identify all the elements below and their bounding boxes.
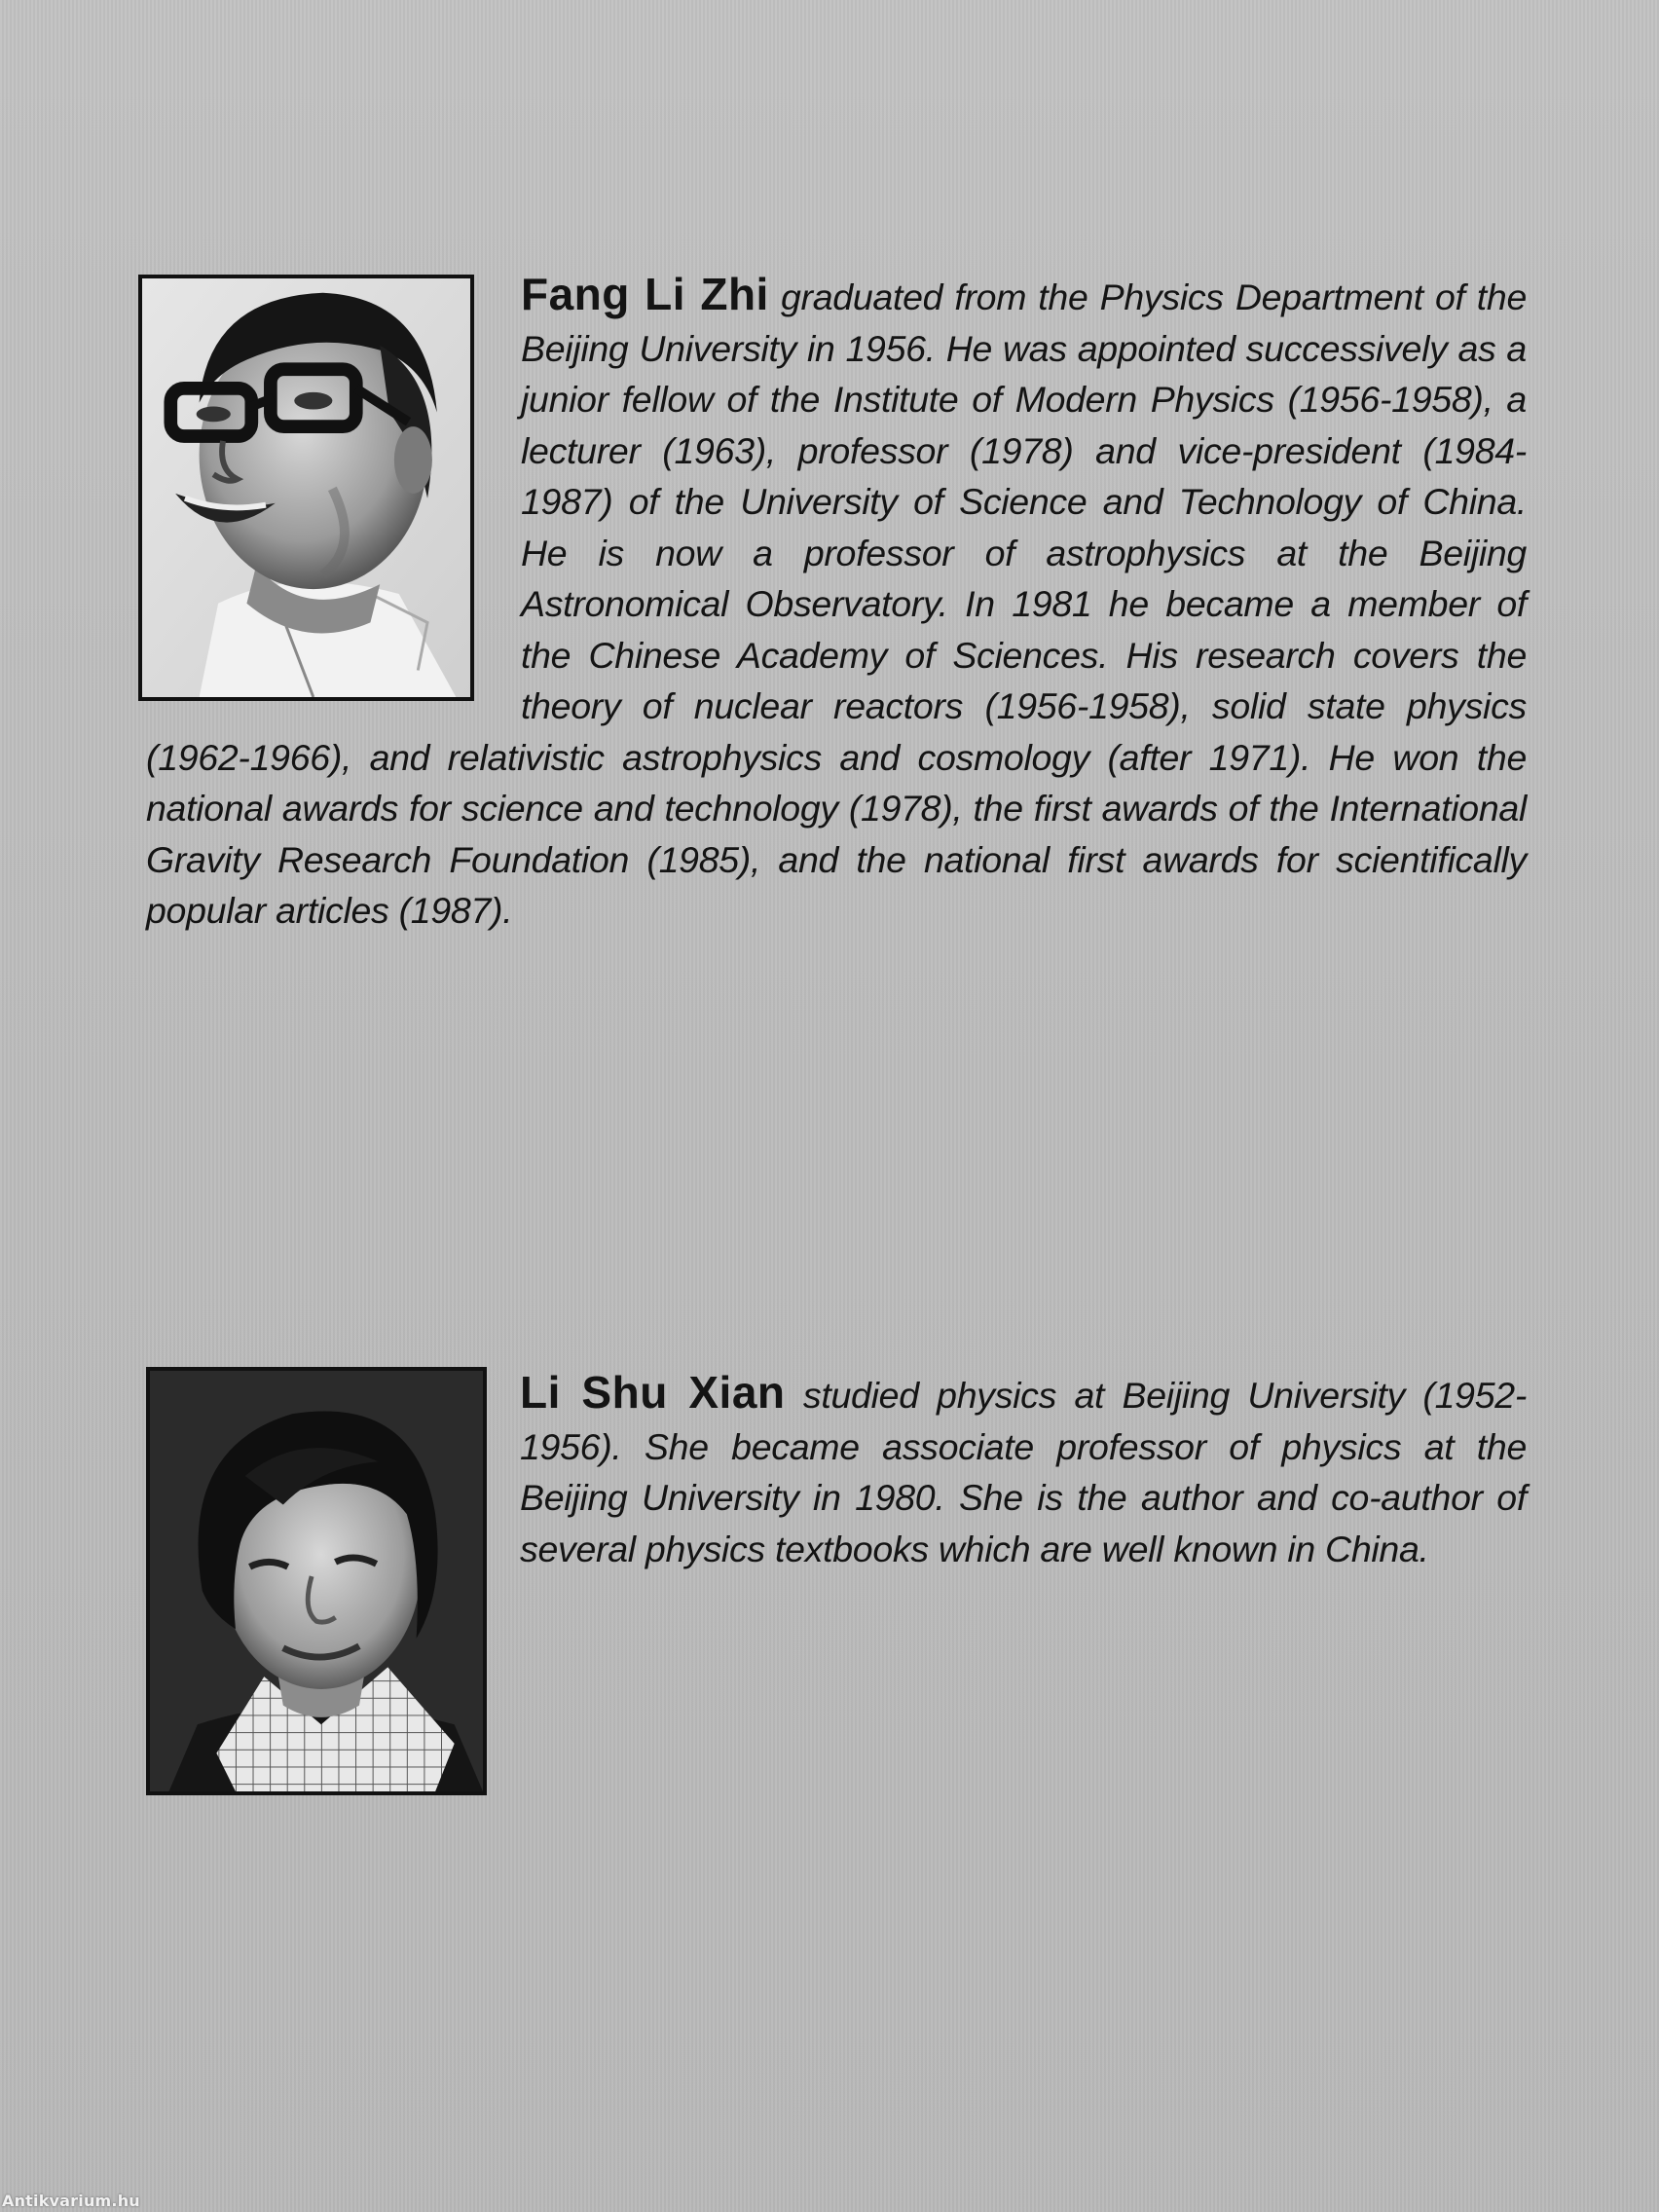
bio-li-shu-xian bbox=[520, 1367, 1527, 1574]
watermark: Antikvarium.hu bbox=[2, 2192, 140, 2210]
bio-fang-li-zhi bbox=[146, 269, 1527, 937]
portrait-photo-woman bbox=[150, 1371, 483, 1791]
bio-body: graduated from the Physics Department of the Beijing University in 1956. He was appointed successively as a junior fellow of the Institute of Modern Physics (1956-1958), a lecturer (1963), professor (1978) and vice-president (1984-1987) of the University of Science and Technology of China. He is now a professor of astrophysics at the Beijing Astronomical Observatory. In 1981 he became a member of the Chinese Academy of Sciences. His research covers the theory of nuclear reactors (1956-1958), solid state physics (1962-1966), and relativistic astrophysics and cosmology (after 1971). He won the national awards for science and technology (1978), the first awards of the International Gravity Research Foundation (1985), and the national first awards for scientifically popular articles (1987). bbox=[146, 276, 1528, 931]
portrait-li-shu-xian bbox=[146, 1367, 487, 1795]
bio-name: Li Shu Xian bbox=[520, 1367, 786, 1418]
bio-body: studied physics at Beijing University (1952-1956). She became associate professor of physics at the Beijing University in 1980. She is the author and co-author of several physics textbooks which are well known in China. bbox=[520, 1375, 1528, 1569]
bio-name: Fang Li Zhi bbox=[521, 269, 769, 319]
